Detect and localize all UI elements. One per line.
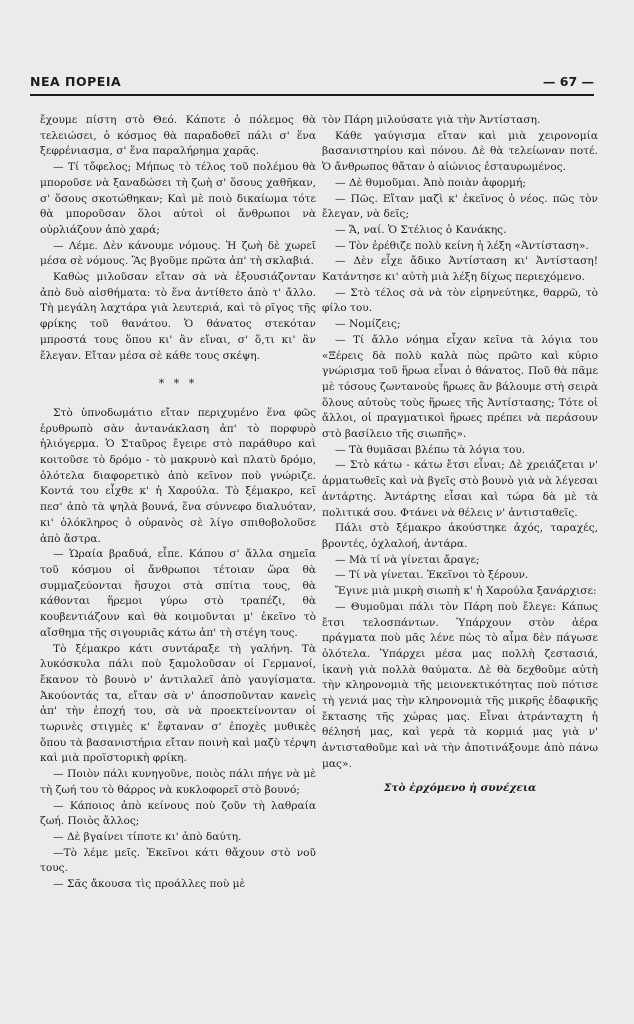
paragraph: — Τὸν ἐρέθιζε πολὺ κείνη ἡ λέξη «Ἀντίσταση». xyxy=(335,239,589,252)
page-number: — 67 — xyxy=(542,74,594,89)
page-header xyxy=(30,74,594,96)
paragraph: — Τὰ θυμᾶσαι βλέπω τὰ λόγια του. xyxy=(335,443,526,456)
paragraph: — Σᾶς ἄκουσα τὶς προάλλες ποὺ μὲ xyxy=(53,878,246,891)
paragraph: — Δὲν εἶχε ἄδικο Ἀντίσταση κι' Ἀντίσταση! Κατάντησε κι' αὐτὴ μιὰ λέξη δίχως περιεχόμενο. xyxy=(322,255,598,284)
paragraph: — Νομίζεις; xyxy=(335,318,401,331)
paragraph: — Τί ἄλλο νόημα εἶχαν κεῖνα τὰ λόγια του «Ξέρεις δὰ πολὺ καλὰ πὼς πρῶτο καὶ κύριο γνώρισμα τοῦ ἥρωα εἶναι ὁ θάνατος. Ποῦ θὰ πᾶμε μὲ τόσους ζωντανοὺς ἥρωες ἂν βάλουμε στὴ σειρὰ ὅλους αὐτοὺς τοὺς ἥρωες τῆς Ἀντίστασης; Τότε οἱ ἄλλοι, οἱ πραγματικοὶ ἥρωες πρέπει νὰ περάσουν στὸ βασίλειο τῆς σιωπῆς». xyxy=(322,333,598,441)
paragraph: — Λέμε. Δὲν κάνουμε νόμους. Ἡ ζωὴ δὲ χωρεῖ μέσα σὲ νόμους. Ἂς βγοῦμε πρῶτα ἀπ' τὴ σκλαβιά. xyxy=(40,239,316,268)
paragraph: — Τί τὄφελος; Μήπως τὸ τέλος τοῦ πολέμου θὰ μποροῦσε νὰ ξαναδώσει τὴ ζωὴ σ' ὅσους χαθῆκαν, σ' ὅσους σκοτώθηκαν; Καὶ μὲ ποιὸ δικαίωμα τότε θὰ μποροῦσαν ὅλοι αὐτοὶ οἱ ἄνθρωποι νὰ οὐρλιάζουν ἀπὸ χαρά; xyxy=(40,161,316,236)
section-separator: * * * xyxy=(158,377,198,391)
paragraph: — Πῶς. Εἴταν μαζὶ κ' ἐκεῖνος ὁ νέος. πῶς τὸν ἔλεγαν, νὰ δεῖς; xyxy=(322,192,598,221)
paragraph: Καθὼς μιλοῦσαν εἴταν σὰ νὰ ἐξουσιάζονταν ἀπὸ δυὸ αἰσθήματα: τὸ ἕνα ἀντίθετο ἀπὸ τ' ἄλλο. Τὴ μεγάλη λαχτάρα γιὰ λευτεριά, καὶ τὸ ρῖγος τῆς φρίκης τοῦ θανάτου. Ὁ θάνατος στεκόταν μπροστά τους ὅπου κι' ἂν εἴναι, σ' ὅ,τι κι' ἂν ἔλεγαν. Εἴταν μέσα σὲ κάθε τους σκέψη. xyxy=(40,271,316,362)
paragraph: Τὸ ξέμακρο κάτι συντάραξε τὴ γαλήνη. Τὰ λυκόσκυλα πάλι ποὺ ξαμολοῦσαν οἱ Γερμανοί, ἔκανον τὸ βουνὸ ν' ἀντιλαλεῖ ἀπὸ γαυγίσματα. Ἀκούοντάς τα, εἴταν σὰ ν' ἀποσποῦνταν κανεὶς ἀπ' τὴν ἐποχή του, σὰ νὰ προεκτείνονταν οἱ τωρινὲς στιγμὲς κ' ἔφταναν σ' ἐποχὲς μυθικὲς ὅπου τὰ βασανιστήρια εἴταν ποινὴ καὶ μαζὺ τέρψη καὶ μιὰ προϊστορικὴ φρίκη. xyxy=(40,642,316,765)
right-column xyxy=(322,113,598,796)
paragraph: — Κάποιος ἀπὸ κείνους ποὺ ζοῦν τὴ λαθραία ζωή. Ποιὸς ἄλλος; xyxy=(40,799,316,828)
paragraph: — Δὲ βγαίνει τίποτε κι' ἀπὸ δαύτη. xyxy=(53,830,242,843)
paragraph: Κάθε γαύγισμα εἴταν καὶ μιὰ χειρονομία βασανιστηρίου καὶ πόνου. Δὲ θὰ τελείωναν ποτέ. Ὁ ἄνθρωπος θἄταν ὁ αἰώνιος ἐσταυρωμένος. xyxy=(322,129,598,174)
paragraph: ἔχουμε πίστη στὸ Θεό. Κάποτε ὁ πόλεμος θὰ τελειώσει, ὁ κόσμος θὰ παραδοθεῖ πάλι σ' ἕνα ξεφρένιασμα, σ' ἕνα παραλήρημα χαρᾶς. xyxy=(40,114,316,158)
paragraph: — Ἄ, ναί. Ὁ Στέλιος ὁ Κανάκης. xyxy=(335,223,507,236)
running-title: ΝΕΑ ΠΟΡΕΙΑ xyxy=(30,74,122,89)
paragraph: Ἔγινε μιὰ μικρὴ σιωπὴ κ' ἡ Χαρούλα ξανάρχισε: xyxy=(335,585,597,598)
paragraph: — Δὲ θυμοῦμαι. Ἀπὸ ποιὰν ἀφορμή; xyxy=(335,176,526,189)
paragraph: — Ὡραία βραδυά, εἶπε. Κάπου σ' ἄλλα σημεῖα τοῦ κόσμου οἱ ἄνθρωποι τέτοιαν ὥρα θὰ συμμαζεύονται ἥσυχοι στὰ σπίτια τους, θὰ κάθονται ἥρεμοι γύρω στὸ τραπέζι, θὰ κουβεντιάζουν καὶ θὰ κοιμοῦνται μ' ἐκεῖνο τὸ αἴσθημα τῆς σιγουριᾶς κάτω ἀπ' τὴ στέγη τους. xyxy=(40,548,316,639)
paragraph: — Θυμοῦμαι πάλι τὸν Πάρη ποὺ ἔλεγε: Κάπως ἔτσι τελοσπάντων. Ὑπάρχουν στὸν ἀέρα πράγματα ποὺ μᾶς λένε πὼς τὸ αἷμα δὲν πάγωσε ὁλότελα. Ὑπάρχει μέσα μας πολλὴ ζεστασιά, ἱκανὴ γιὰ πολλὰ θαύματα. Δὲ θὰ δεχθοῦμε αὐτὴ τὴν κληρονομιὰ τῆς μειονεκτικότητας ποὺ πότισε τὴ γενιά μας τὴν κληρονομιὰ τῆς μικρῆς ἐδαφικῆς ἔκτασης τῆς χώρας μας. Εἶναι ἀτράνταχτη ἡ θέλησή μας, καὶ γερὰ τὰ κορμιά μας γιὰ ν' ἀντισταθοῦμε καὶ νὰ τὴν ἀποτινάξουμε ἀπὸ πάνω μας». xyxy=(322,600,598,770)
paragraph: Πάλι στὸ ξέμακρο ἀκούστηκε ἀχός, ταραχές, βροντές, ὀχλαλοή, ἀντάρα. xyxy=(322,522,598,550)
continuation-note: Στὸ ἐρχόμενο ἡ συνέχεια xyxy=(383,781,537,794)
paragraph: — Τί νὰ γίνεται. Ἐκεῖνοι τὸ ξέρουν. xyxy=(335,569,529,582)
paragraph: —Τὸ λέμε μεῖς. Ἐκεῖνοι κάτι θἄχουν στὸ νοῦ τους. xyxy=(40,846,316,875)
header-rule xyxy=(30,94,594,96)
paragraph: τὸν Πάρη μιλούσατε γιὰ τὴν Ἀντίσταση. xyxy=(322,114,541,126)
paragraph: — Ποιὸν πάλι κυνηγοῦνε, ποιὸς πάλι πήγε νὰ μὲ τὴ ζωή του τὸ θάρρος νὰ κυκλοφορεῖ στὸ βουνό; xyxy=(40,768,316,796)
paragraph: — Στὸ κάτω - κάτω ἔτσι εἶναι; Δὲ χρειάζεται ν' ἀρματωθεῖς καὶ νὰ βγεῖς στὸ βουνὸ γιὰ νὰ λέγεσαι ἀντάρτης. Ἀντάρτης εἶσαι καὶ τώρα δὰ μὲ τὰ πολιτικά σου. Φτάνει νὰ θέλεις ν' ἀντισταθεῖς. xyxy=(322,459,598,519)
paragraph: — Μὰ τί νὰ γίνεται ἄραγε; xyxy=(335,553,480,566)
paragraph: Στὸ ὑπνοδωμάτιο εἴταν περιχυμένο ἕνα φῶς ἐρυθρωπὸ σὰν ἀντανάκλαση ἀπ' τὸ πορφυρὸ ἡλιόγερμα. Ὁ Σταῦρος ἔγειρε στὸ παράθυρο καὶ κοιτοῦσε τὸ δρόμο - τὸ μακρυνὸ καὶ πλατὺ δρόμο, ὁλότελα διαφορετικὸ ἀπὸ κεῖνον ποὺ γνώριζε. Κοντά του εἶχθε κ' ἡ Χαρούλα. Τὸ ξέμακρο, κεῖ πεσ' ἀπὸ τὰ ψηλὰ βουνά, ἕνα σύννεφο διαλυόταν, κι' ὁλόκληρος ὁ οὐρανὸς σὲ λίγο σπιθοβολοῦσε ἀπὸ ἄστρα. xyxy=(40,406,316,545)
paragraph: — Στὸ τέλος σὰ νὰ τὸν εἰρηνεύτηκε, θαρρῶ, τὸ φίλο του. xyxy=(322,286,598,315)
left-column xyxy=(40,113,316,893)
